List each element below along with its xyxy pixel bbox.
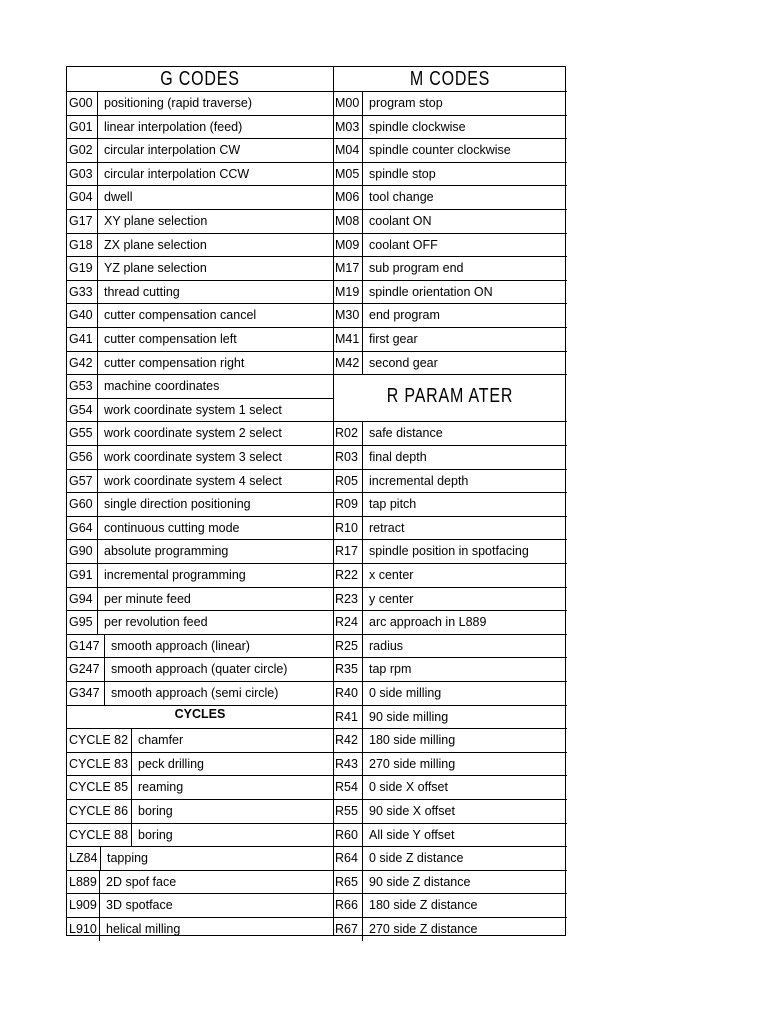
cycle-desc: chamfer — [138, 733, 184, 748]
g-code-divider — [97, 351, 98, 375]
left-row-rule — [67, 421, 333, 422]
m-code: M19 — [335, 284, 360, 299]
column-divider — [333, 67, 334, 935]
right-row-rule — [333, 775, 567, 776]
m-code: M06 — [335, 190, 360, 205]
right-row-rule — [333, 327, 567, 328]
left-row-rule — [67, 469, 333, 470]
g-code: G42 — [69, 355, 93, 370]
right-row-rule — [333, 823, 567, 824]
m-code-desc: coolant OFF — [369, 237, 438, 252]
g-code-desc: linear interpolation (feed) — [104, 119, 243, 134]
r-code-divider — [362, 492, 363, 516]
m-code-desc: end program — [369, 308, 440, 323]
r-code-divider — [362, 752, 363, 776]
header-rule — [67, 91, 567, 92]
g-code-desc: cutter compensation cancel — [104, 308, 257, 323]
m-code: M08 — [335, 214, 360, 228]
r-code-divider — [362, 657, 363, 681]
r-code: R55 — [335, 804, 358, 818]
left-row-rule — [67, 233, 333, 234]
r-parameter-header: R PARAM ATER — [386, 385, 514, 407]
g-code-desc: absolute programming — [104, 544, 229, 559]
right-row-rule — [333, 752, 567, 753]
left-row-rule — [67, 705, 333, 706]
cycle-divider — [99, 870, 100, 894]
right-row-rule — [333, 185, 567, 186]
m-code-divider — [362, 185, 363, 209]
r-code: R02 — [335, 426, 358, 441]
r-code: R17 — [335, 544, 358, 559]
right-row-rule — [333, 917, 567, 918]
left-row-rule — [67, 162, 333, 163]
r-code: R40 — [335, 686, 358, 700]
g-code-divider — [97, 91, 98, 115]
cycle-desc: boring — [138, 804, 173, 818]
cycle-code: CYCLE 85 — [69, 780, 129, 795]
left-row-rule — [67, 846, 333, 847]
left-row-rule — [67, 775, 333, 776]
g-code: G347 — [69, 686, 100, 700]
g-code-desc: work coordinate system 3 select — [104, 450, 282, 464]
right-row-rule — [333, 516, 567, 517]
r-code-desc: spindle position in spotfacing — [369, 544, 529, 559]
r-code-desc: retract — [369, 520, 405, 535]
r-code-desc: radius — [369, 638, 404, 653]
g-code-divider — [104, 681, 105, 705]
cycle-desc: reaming — [138, 780, 184, 795]
cycle-code: L889 — [69, 874, 97, 889]
r-code-divider — [362, 634, 363, 658]
r-code: R23 — [335, 591, 358, 606]
left-row-rule — [67, 634, 333, 635]
g-code-divider — [97, 398, 98, 422]
left-row-rule — [67, 492, 333, 493]
right-row-rule — [333, 563, 567, 564]
left-row-rule — [67, 280, 333, 281]
g-code: G33 — [69, 284, 93, 299]
r-code-desc: 270 side Z distance — [369, 922, 478, 936]
r-code-desc: 90 side X offset — [369, 804, 455, 818]
left-row-rule — [67, 587, 333, 588]
right-row-rule — [333, 539, 567, 540]
m-code: M17 — [335, 261, 360, 276]
g-code: G60 — [69, 497, 93, 512]
cycle-divider — [131, 799, 132, 823]
left-row-rule — [67, 610, 333, 611]
m-code: M05 — [335, 166, 360, 181]
cycle-divider — [131, 728, 132, 752]
g-code-desc: incremental programming — [104, 568, 246, 582]
r-code-divider — [362, 587, 363, 611]
cycle-desc: peck drilling — [138, 756, 205, 771]
g-code: G55 — [69, 426, 93, 441]
cycle-code: L909 — [69, 898, 97, 913]
r-code-divider — [362, 445, 363, 469]
g-code: G04 — [69, 190, 93, 205]
cycle-desc: boring — [138, 827, 173, 842]
cycle-code: L910 — [69, 922, 97, 936]
cycles-header: CYCLES — [174, 707, 226, 721]
right-row-rule — [333, 846, 567, 847]
g-code-desc: dwell — [104, 190, 133, 205]
m-code-divider — [362, 256, 363, 280]
r-code-desc: 0 side milling — [369, 686, 442, 700]
r-code: R54 — [335, 780, 358, 795]
r-code: R03 — [335, 450, 358, 464]
left-row-rule — [67, 327, 333, 328]
m-code-divider — [362, 351, 363, 375]
cycle-code: CYCLE 88 — [69, 827, 129, 842]
r-code-desc: 0 side Z distance — [369, 851, 464, 866]
g-code-divider — [97, 492, 98, 516]
g-code-divider — [97, 256, 98, 280]
r-code: R65 — [335, 874, 358, 889]
g-code-divider — [97, 374, 98, 398]
g-code-divider — [97, 162, 98, 186]
r-code: R24 — [335, 615, 358, 630]
right-row-rule — [333, 728, 567, 729]
cycle-divider — [131, 752, 132, 776]
g-code-desc: circular interpolation CW — [104, 143, 241, 158]
g-code: G02 — [69, 143, 93, 158]
g-code-divider — [97, 516, 98, 540]
r-code-divider — [362, 870, 363, 894]
right-row-rule — [333, 445, 567, 446]
cycle-divider — [99, 917, 100, 941]
left-row-rule — [67, 681, 333, 682]
m-code: M30 — [335, 308, 360, 323]
g-code-divider — [97, 469, 98, 493]
right-row-rule — [333, 657, 567, 658]
g-code: G90 — [69, 544, 93, 559]
right-row-rule — [333, 870, 567, 871]
left-row-rule — [67, 303, 333, 304]
r-code-desc: 180 side milling — [369, 733, 456, 748]
g-code: G91 — [69, 568, 93, 582]
right-row-rule — [333, 303, 567, 304]
r-code-desc: arc approach in L889 — [369, 615, 487, 630]
cycle-divider — [99, 893, 100, 917]
g-code: G247 — [69, 662, 100, 677]
r-code-desc: incremental depth — [369, 473, 469, 488]
m-code: M04 — [335, 143, 360, 158]
g-code-divider — [97, 233, 98, 257]
m-code-divider — [362, 327, 363, 351]
left-row-rule — [67, 138, 333, 139]
g-code-divider — [97, 280, 98, 304]
cycle-desc: helical milling — [106, 922, 181, 936]
m-code-divider — [362, 162, 363, 186]
g-code-divider — [97, 303, 98, 327]
right-row-rule — [333, 374, 567, 375]
m-code: M00 — [335, 96, 360, 110]
left-row-rule — [67, 539, 333, 540]
left-row-rule — [67, 516, 333, 517]
r-code: R10 — [335, 520, 358, 535]
r-code-divider — [362, 563, 363, 587]
right-row-rule — [333, 115, 567, 116]
left-row-rule — [67, 398, 333, 399]
r-code-desc: 180 side Z distance — [369, 898, 478, 913]
g-code: G00 — [69, 96, 93, 110]
g-code: G57 — [69, 473, 93, 488]
left-row-rule — [67, 374, 333, 375]
g-code-desc: single direction positioning — [104, 497, 251, 512]
cycle-desc: 3D spotface — [106, 898, 173, 913]
r-code-desc: tap pitch — [369, 497, 417, 512]
r-code-divider — [362, 681, 363, 705]
m-code-divider — [362, 209, 363, 233]
left-row-rule — [67, 728, 333, 729]
r-code: R66 — [335, 898, 358, 913]
r-code-divider — [362, 516, 363, 540]
g-code-desc: work coordinate system 2 select — [104, 426, 282, 441]
right-row-rule — [333, 421, 567, 422]
right-row-rule — [333, 233, 567, 234]
m-code-desc: second gear — [369, 355, 438, 370]
r-code-divider — [362, 799, 363, 823]
g-code-desc: smooth approach (semi circle) — [111, 686, 279, 700]
left-row-rule — [67, 185, 333, 186]
right-row-rule — [333, 351, 567, 352]
m-code-desc: spindle orientation ON — [369, 284, 493, 299]
r-code-divider — [362, 823, 363, 847]
right-row-rule — [333, 469, 567, 470]
right-row-rule — [333, 256, 567, 257]
m-codes-header: M CODES — [409, 68, 491, 90]
m-code-divider — [362, 138, 363, 162]
m-code-desc: spindle clockwise — [369, 119, 466, 134]
left-row-rule — [67, 445, 333, 446]
g-code: G01 — [69, 119, 93, 134]
g-code-divider — [97, 421, 98, 445]
g-code-desc: positioning (rapid traverse) — [104, 96, 252, 110]
m-code-divider — [362, 233, 363, 257]
left-row-rule — [67, 563, 333, 564]
r-code-divider — [362, 846, 363, 870]
m-code-desc: sub program end — [369, 261, 464, 276]
r-code-desc: 90 side milling — [369, 709, 449, 724]
g-code-divider — [97, 587, 98, 611]
g-code-divider — [97, 563, 98, 587]
left-row-rule — [67, 870, 333, 871]
r-code-divider — [362, 421, 363, 445]
right-row-rule — [333, 587, 567, 588]
cycle-divider — [131, 823, 132, 847]
g-code-desc: machine coordinates — [104, 379, 220, 394]
m-code-divider — [362, 280, 363, 304]
r-code-desc: 90 side Z distance — [369, 874, 471, 889]
cycle-desc: tapping — [107, 851, 149, 866]
left-row-rule — [67, 115, 333, 116]
r-code-desc: safe distance — [369, 426, 443, 441]
cycle-desc: 2D spof face — [106, 874, 177, 889]
left-row-rule — [67, 917, 333, 918]
g-code: G03 — [69, 166, 93, 181]
left-row-rule — [67, 256, 333, 257]
r-code: R09 — [335, 497, 358, 512]
left-row-rule — [67, 209, 333, 210]
r-code-divider — [362, 917, 363, 941]
r-code-desc: 270 side milling — [369, 756, 456, 771]
g-code-desc: thread cutting — [104, 284, 180, 299]
r-code: R67 — [335, 922, 358, 936]
g-code: G19 — [69, 261, 93, 276]
r-code-desc: y center — [369, 591, 414, 606]
r-code: R05 — [335, 473, 358, 488]
right-row-rule — [333, 162, 567, 163]
r-code: R25 — [335, 638, 358, 653]
g-code-desc: continuous cutting mode — [104, 520, 240, 535]
m-code: M42 — [335, 355, 360, 370]
g-code-desc: smooth approach (quater circle) — [111, 662, 288, 677]
right-row-rule — [333, 209, 567, 210]
g-code-divider — [97, 610, 98, 634]
m-code-desc: spindle stop — [369, 166, 436, 181]
g-code-divider — [104, 634, 105, 658]
g-code: G147 — [69, 638, 100, 653]
r-code-divider — [362, 610, 363, 634]
r-code-divider — [362, 775, 363, 799]
g-code-desc: smooth approach (linear) — [111, 638, 250, 653]
right-row-rule — [333, 799, 567, 800]
g-code-desc: YZ plane selection — [104, 261, 207, 276]
right-row-rule — [333, 893, 567, 894]
g-code-desc: XY plane selection — [104, 214, 208, 228]
g-code-divider — [97, 209, 98, 233]
m-code-desc: tool change — [369, 190, 434, 205]
r-code-desc: All side Y offset — [369, 827, 455, 842]
left-row-rule — [67, 657, 333, 658]
r-code-desc: x center — [369, 568, 414, 582]
r-code: R42 — [335, 733, 358, 748]
r-code-desc: 0 side X offset — [369, 780, 448, 795]
g-code: G64 — [69, 520, 93, 535]
left-row-rule — [67, 799, 333, 800]
right-row-rule — [333, 280, 567, 281]
g-code-divider — [97, 445, 98, 469]
g-codes-header: G CODES — [160, 68, 240, 90]
g-code-desc: per minute feed — [104, 591, 191, 606]
m-code: M09 — [335, 237, 360, 252]
left-row-rule — [67, 823, 333, 824]
right-row-rule — [333, 705, 567, 706]
g-code-divider — [104, 657, 105, 681]
right-row-rule — [333, 492, 567, 493]
m-code-desc: first gear — [369, 332, 418, 346]
m-code-divider — [362, 303, 363, 327]
r-code: R41 — [335, 709, 358, 724]
g-code-desc: cutter compensation right — [104, 355, 245, 370]
m-code: M03 — [335, 119, 360, 134]
r-code-desc: final depth — [369, 450, 427, 464]
g-code-divider — [97, 115, 98, 139]
g-code: G18 — [69, 237, 93, 252]
cycle-code: CYCLE 83 — [69, 756, 129, 771]
m-code: M41 — [335, 332, 360, 346]
g-code: G40 — [69, 308, 93, 323]
m-code-divider — [362, 115, 363, 139]
g-code: G95 — [69, 615, 93, 630]
g-code-desc: per revolution feed — [104, 615, 208, 630]
left-row-rule — [67, 893, 333, 894]
g-code-desc: work coordinate system 1 select — [104, 402, 282, 417]
r-code-divider — [362, 705, 363, 729]
m-code-desc: spindle counter clockwise — [369, 143, 511, 158]
g-code-divider — [97, 138, 98, 162]
r-code-desc: tap rpm — [369, 662, 412, 677]
right-row-rule — [333, 681, 567, 682]
cycle-divider — [100, 846, 101, 870]
left-row-rule — [67, 351, 333, 352]
r-code: R35 — [335, 662, 358, 677]
g-code-divider — [97, 327, 98, 351]
right-row-rule — [333, 610, 567, 611]
g-code: G17 — [69, 214, 93, 228]
g-code-divider — [97, 539, 98, 563]
g-code-desc: cutter compensation left — [104, 332, 237, 346]
cycle-code: CYCLE 82 — [69, 733, 129, 748]
g-code: G54 — [69, 402, 93, 417]
cycle-code: LZ84 — [69, 851, 98, 866]
g-code: G56 — [69, 450, 93, 464]
m-code-divider — [362, 91, 363, 115]
m-code-desc: coolant ON — [369, 214, 432, 228]
cycle-code: CYCLE 86 — [69, 804, 129, 818]
r-code-divider — [362, 539, 363, 563]
right-row-rule — [333, 634, 567, 635]
r-code: R64 — [335, 851, 358, 866]
r-code: R22 — [335, 568, 358, 582]
codes-table — [66, 66, 566, 936]
left-row-rule — [67, 752, 333, 753]
r-code-divider — [362, 893, 363, 917]
g-code-desc: work coordinate system 4 select — [104, 473, 282, 488]
r-code: R43 — [335, 756, 358, 771]
g-code: G53 — [69, 379, 93, 394]
cycle-divider — [131, 775, 132, 799]
g-code-desc: ZX plane selection — [104, 237, 207, 252]
g-code: G94 — [69, 591, 93, 606]
m-code-desc: program stop — [369, 96, 443, 110]
g-code-desc: circular interpolation CCW — [104, 166, 250, 181]
r-code: R60 — [335, 827, 358, 842]
r-code-divider — [362, 728, 363, 752]
g-code-divider — [97, 185, 98, 209]
r-code-divider — [362, 469, 363, 493]
g-code: G41 — [69, 332, 93, 346]
right-row-rule — [333, 138, 567, 139]
